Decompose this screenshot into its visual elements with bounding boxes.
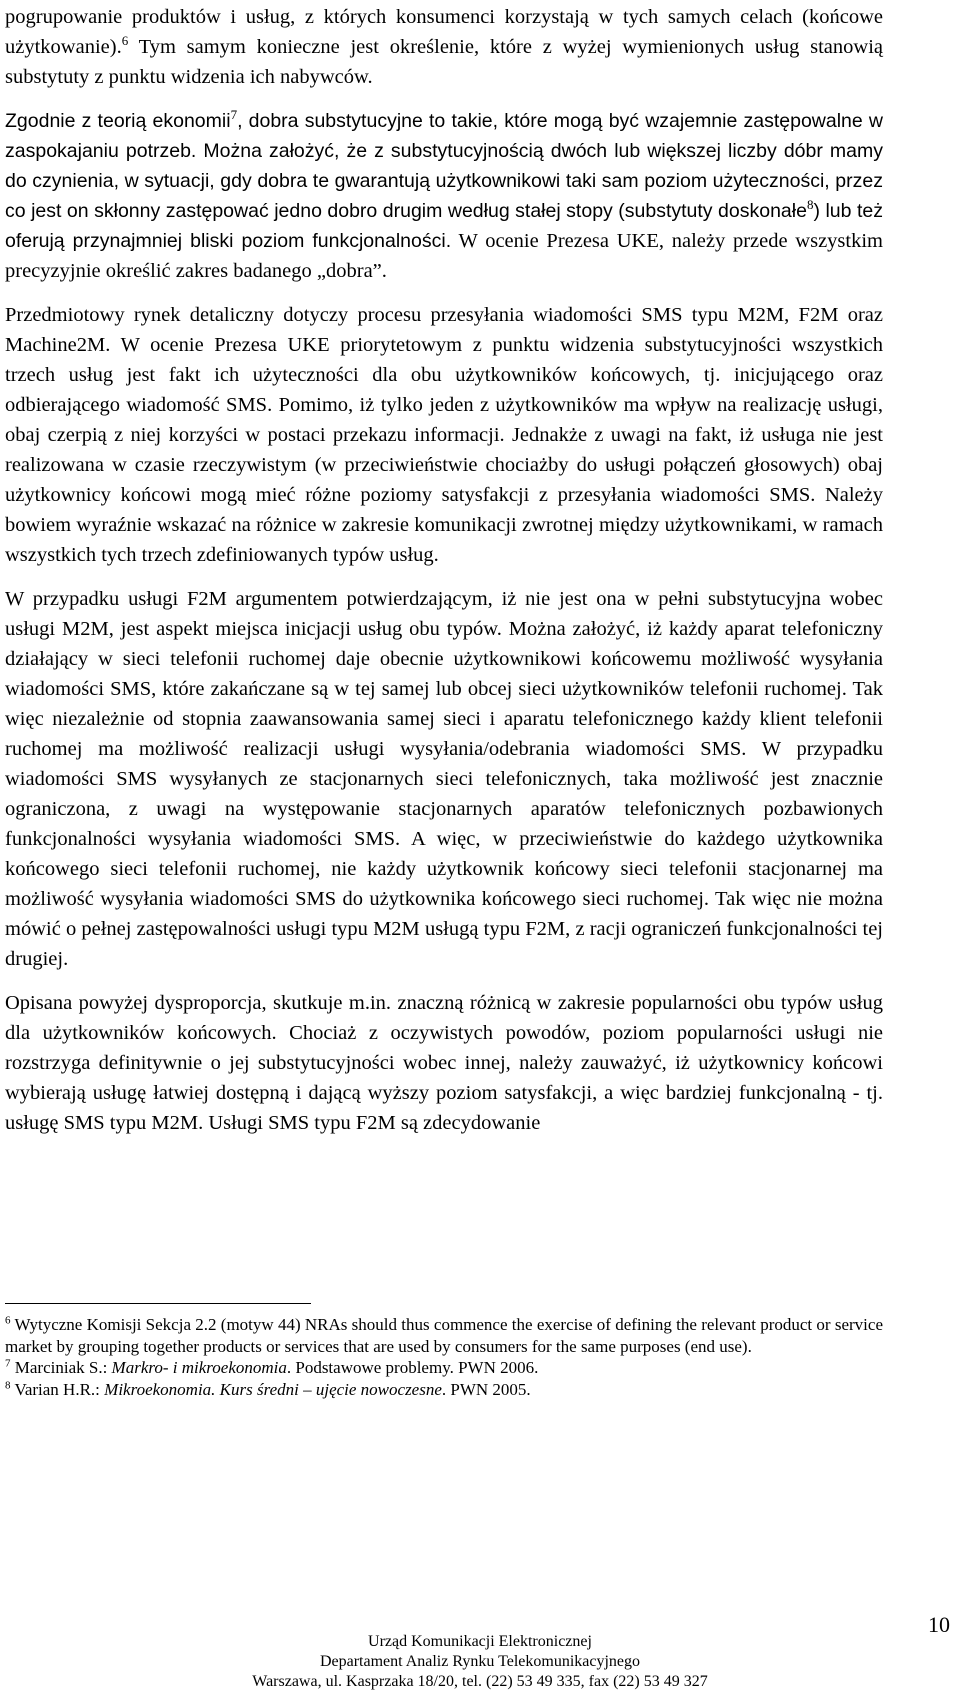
paragraph-1-text-b: Tym samym konieczne jest określenie, które z wyżej wymienionych usług stanowią substytuty z punktu widzenia ich nabywców. xyxy=(5,36,883,88)
paragraph-1-text-a: pogrupowanie produktów i usług, z których konsumenci korzystają w tych samych celach (końcowe użytkowanie). xyxy=(5,6,883,58)
footer-line-1: Urząd Komunikacji Elektronicznej xyxy=(368,1633,592,1650)
footnote-7-title: Markro- i mikroekonomia xyxy=(111,1358,287,1377)
footnote-separator xyxy=(5,1303,311,1304)
footnote-6-text: Wytyczne Komisji Sekcja 2.2 (motyw 44) NRAs should thus commence the exercise of defining the relevant product or service market by grouping together products or services that are used by consumers for the same purposes (end use). xyxy=(5,1315,883,1356)
paragraph-2-text-c: ) lub też oferują przynajmniej bliski poziom funkcjonalności. xyxy=(5,200,883,252)
footnote-ref-8: 8 xyxy=(806,197,814,213)
paragraph-2 xyxy=(5,106,883,286)
footer-line-3: Warszawa, ul. Kasprzaka 18/20, tel. (22) 53 49 335, fax (22) 53 49 327 xyxy=(252,1673,708,1690)
page-number: 10 xyxy=(928,1612,950,1637)
page-footer xyxy=(0,1632,960,1692)
footnote-7-author: Marciniak S.: xyxy=(10,1358,112,1377)
footnote-7-rest: . Podstawowe problemy. PWN 2006. xyxy=(286,1358,539,1377)
footnote-8 xyxy=(5,1379,883,1401)
footnotes xyxy=(5,1314,883,1400)
paragraph-3: Przedmiotowy rynek detaliczny dotyczy procesu przesyłania wiadomości SMS typu M2M, F2M oraz Machine2M. W ocenie Prezesa UKE priorytetowym z punktu widzenia substytucyjności wszystkich trzech usług jest fakt ich użyteczności dla obu użytkowników końcowych, tj. inicjującego oraz odbierającego wiadomość SMS. Pomimo, iż tylko jeden z użytkowników ma wpływ na realizację usługi, obaj czerpią z niej korzyści w postaci przekazu informacji. Jednakże z uwagi na fakt, iż usługa nie jest realizowana w czasie rzeczywistym (w przeciwieństwie chociażby do usługi połączeń głosowych) obaj użytkownicy końcowi mogą mieć różne poziomy satysfakcji z przesyłania wiadomości SMS. Należy bowiem wyraźnie wskazać na różnice w zakresie komunikacji zwrotnej między użytkownikami, w ramach wszystkich tych trzech zdefiniowanych typów usług. xyxy=(5,304,883,566)
footnote-6-number: 6 xyxy=(5,1314,11,1327)
paragraph-2-text-a: Zgodnie z teorią ekonomii xyxy=(5,110,231,132)
footnote-ref-6: 6 xyxy=(121,33,129,49)
paragraph-5: Opisana powyżej dysproporcja, skutkuje m.in. znaczną różnicą w zakresie popularności obu typów usług dla użytkowników końcowych. Chociaż z oczywistych powodów, poziom popularności usługi nie rozstrzyga definitywnie o jej substytucyjności wobec innej, należy zauważyć, iż użytkownicy końcowi wybierają usługę łatwiej dostępną i dającą wyższy poziom satysfakcji, a więc bardziej funkcjonalną - tj. usługę SMS typu M2M. Usługi SMS typu F2M są zdecydowanie xyxy=(5,992,883,1134)
paragraph-4: W przypadku usługi F2M argumentem potwierdzającym, iż nie jest ona w pełni substytucyjna wobec usługi M2M, jest aspekt miejsca inicjacji usług obu typów. Można założyć, iż każdy aparat telefoniczny działający w sieci telefonii ruchomej daje obecnie użytkownikowi końcowemu możliwość wysyłania wiadomości SMS, które zakańczane są w tej samej lub obcej sieci użytkowników telefonii ruchomej. Tak więc niezależnie od stopnia zaawansowania samej sieci i aparatu telefonicznego każdy klient telefonii ruchomej ma możliwość realizacji usługi wysyłania/odebrania wiadomości SMS. W przypadku wiadomości SMS wysyłanych ze stacjonarnych sieci telefonicznych, taka możliwość jest znacznie ograniczona, z uwagi na występowanie stacjonarnych aparatów telefonicznych pozbawionych funkcjonalności wysyłania wiadomości SMS. A więc, w przeciwieństwie do każdego użytkownika końcowego sieci telefonii ruchomej, nie każdy użytkownik końcowy sieci telefonii stacjonarnej ma możliwość wysyłania wiadomości SMS do użytkownika końcowego sieci ruchomej. Tak więc nie można mówić o pełnej zastępowalności usługi typu M2M usługą typu F2M, z racji ograniczeń funkcjonalności tej drugiej. xyxy=(5,588,883,970)
footnote-8-number: 8 xyxy=(5,1378,11,1391)
footnote-8-author: Varian H.R.: xyxy=(10,1379,105,1399)
body-text xyxy=(5,2,883,1138)
paragraph-1 xyxy=(5,2,883,92)
footnote-ref-7: 7 xyxy=(230,107,238,123)
footnote-7 xyxy=(5,1357,883,1379)
footnote-8-title: Mikroekonomia. Kurs średni – ujęcie nowoczesne xyxy=(104,1379,442,1399)
footer-line-2: Departament Analiz Rynku Telekomunikacyjnego xyxy=(319,1653,641,1670)
footnote-8-rest: . PWN 2005. xyxy=(441,1379,531,1399)
footnote-7-number: 7 xyxy=(5,1357,11,1370)
paragraph-2-text-d: W ocenie Prezesa UKE, należy przede wszystkim precyzyjnie określić zakres badanego „dobra”. xyxy=(5,230,883,282)
footnote-6 xyxy=(5,1314,883,1357)
paragraph-2-text-b: , dobra substytucyjne to takie, które mogą być wzajemnie zastępowalne w zaspokajaniu potrzeb. Można założyć, że z substytucyjnością dwóch lub większej liczby dóbr mamy do czynienia, w sytuacji, gdy dobra te gwarantują użytkownikowi taki sam poziom użyteczności, przez co jest on skłonny zastępować jedno dobro drugim według stałej stopy (substytuty doskonałe xyxy=(5,110,884,222)
